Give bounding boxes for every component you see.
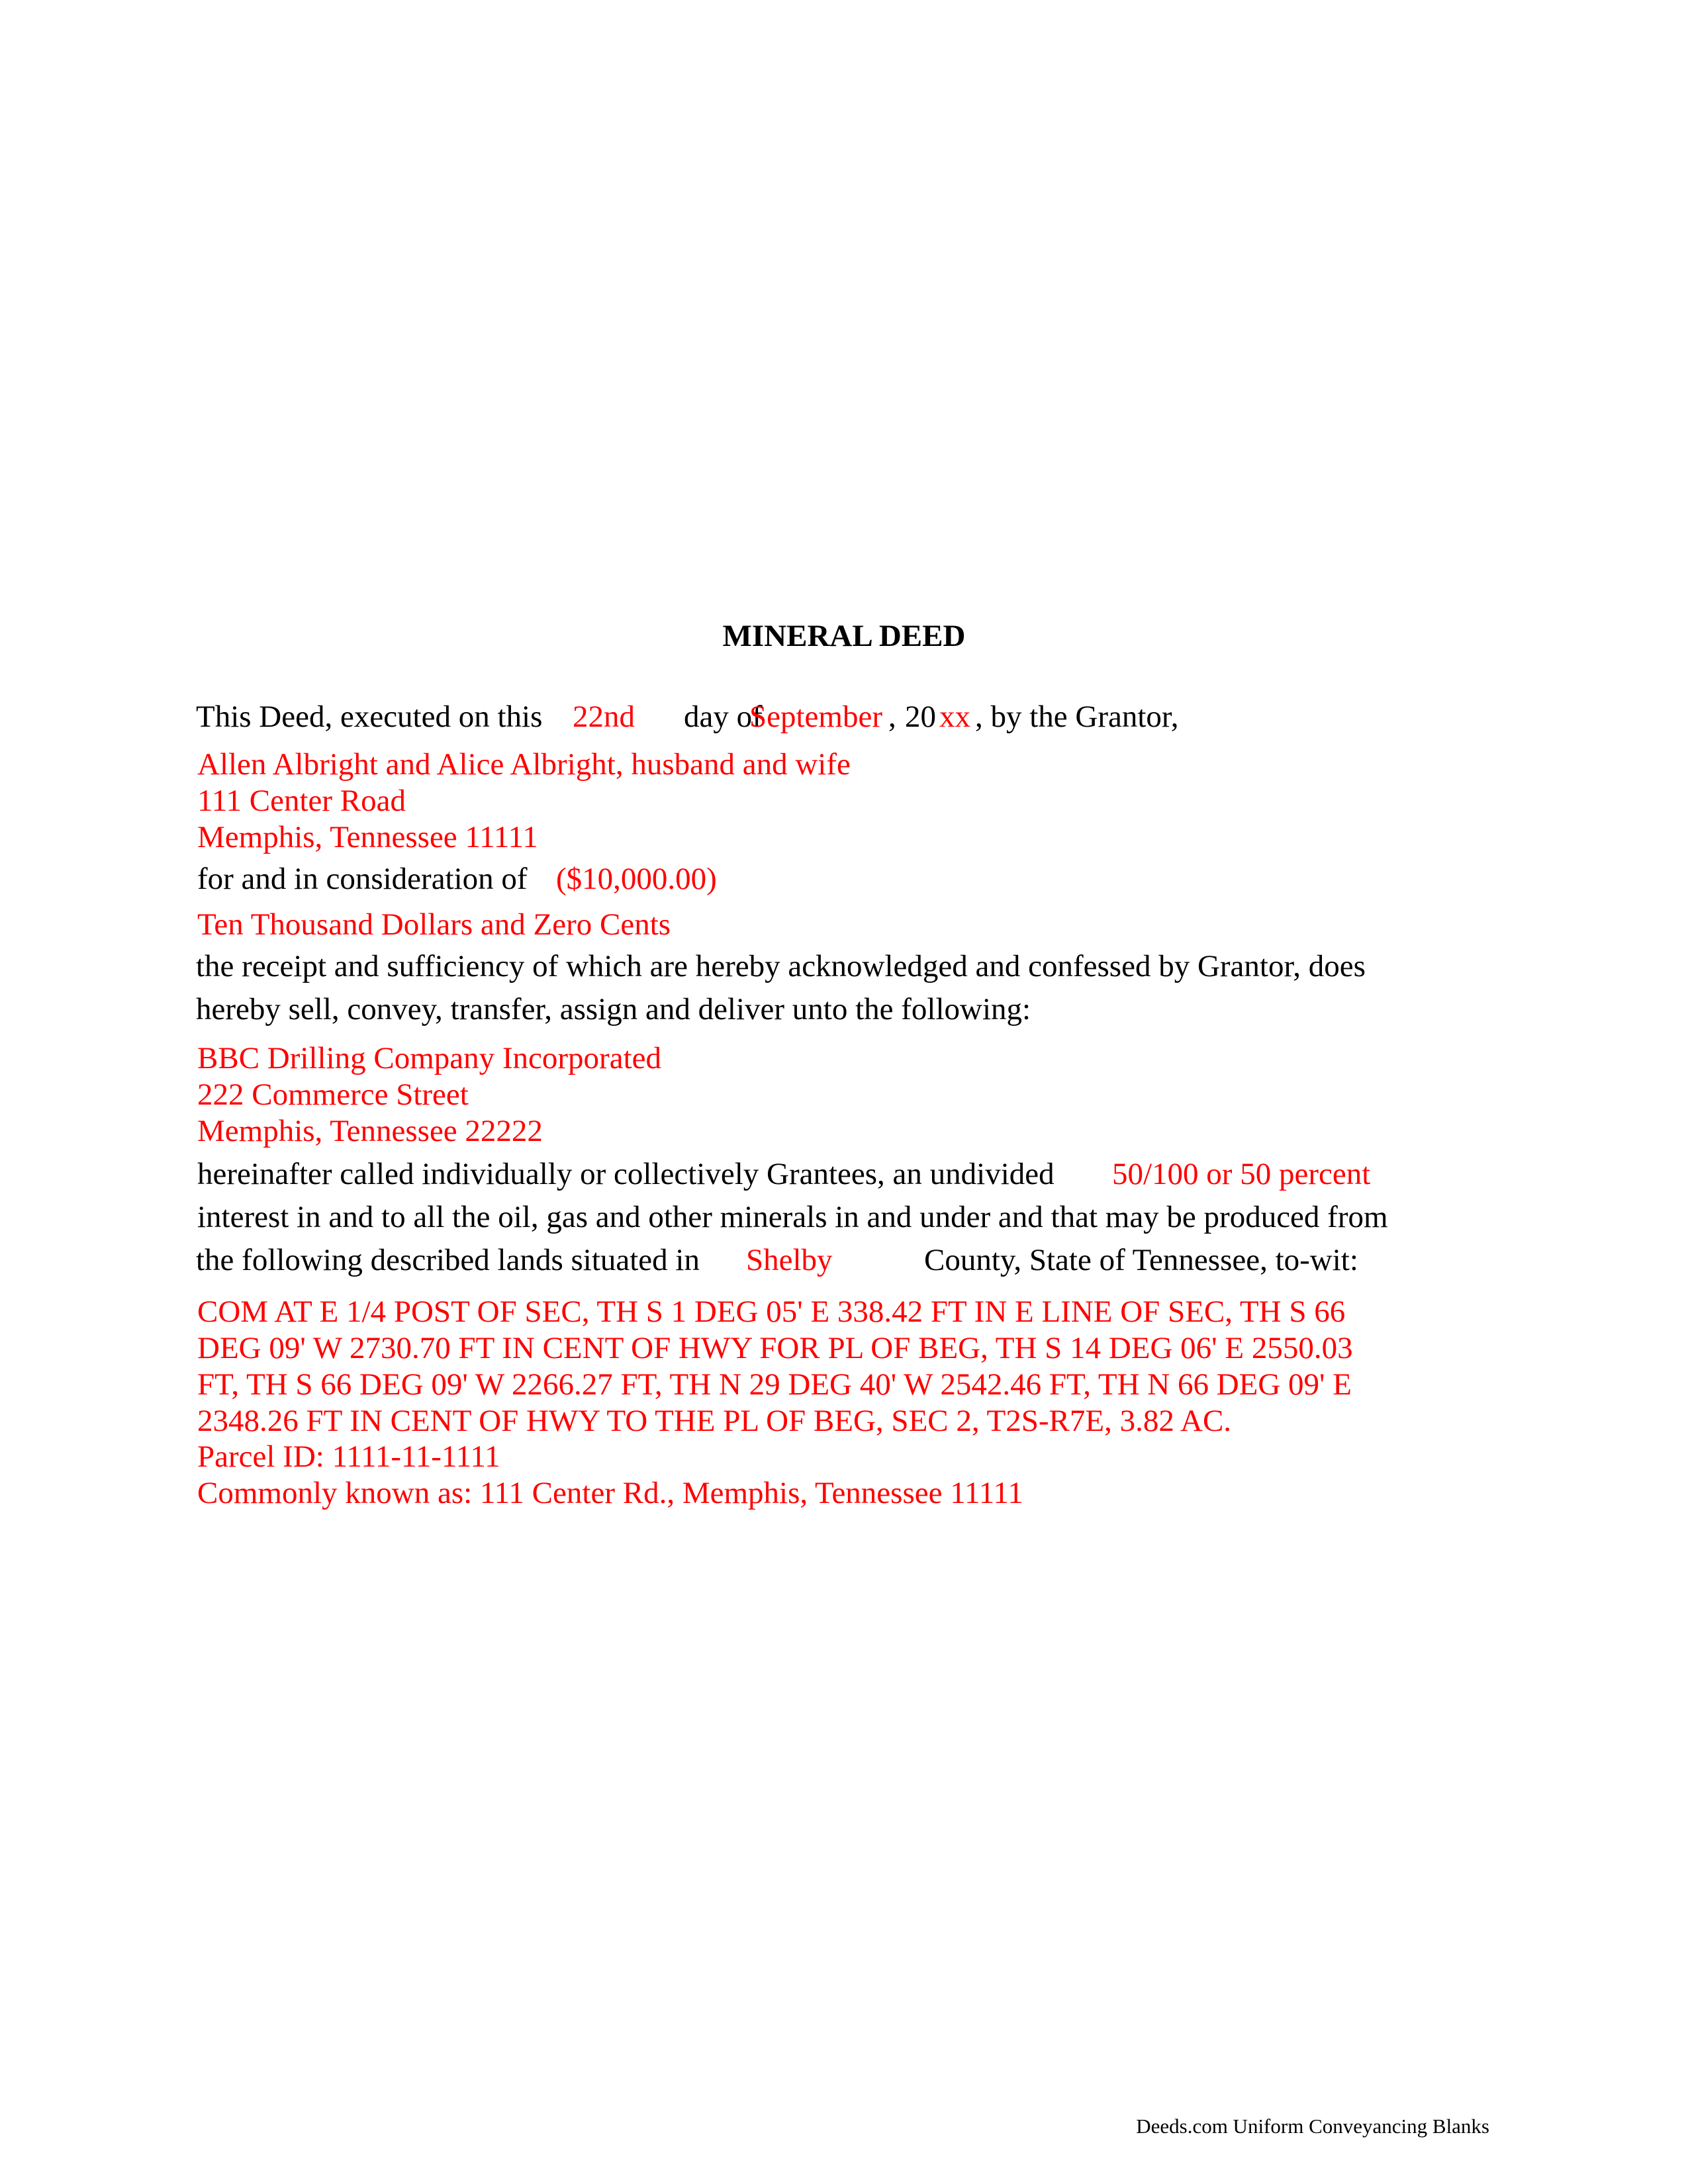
intro-day: 22nd — [573, 700, 635, 734]
intro-year-suffix: xx — [939, 700, 970, 734]
grantor-address-line1: 111 Center Road — [197, 784, 406, 818]
interest-line-2: interest in and to all the oil, gas and other minerals in and under and that may be produced from — [197, 1200, 1388, 1234]
grantor-name: Allen Albright and Alice Albright, husband and wife — [197, 747, 851, 782]
interest-county: Shelby — [746, 1243, 833, 1277]
legal-description-line: FT, TH S 66 DEG 09' W 2266.27 FT, TH N 29 DEG 40' W 2542.46 FT, TH N 66 DEG 09' E — [197, 1367, 1352, 1402]
grantee-address-line1: 222 Commerce Street — [197, 1077, 469, 1112]
receipt-line-2: hereby sell, convey, transfer, assign and deliver unto the following: — [196, 992, 1031, 1026]
document-title: MINERAL DEED — [722, 619, 966, 653]
grantor-address-line2: Memphis, Tennessee 11111 — [197, 820, 538, 854]
footer-credit: Deeds.com Uniform Conveyancing Blanks — [1136, 2115, 1489, 2138]
parcel-id: Parcel ID: 1111-11-1111 — [197, 1439, 500, 1474]
commonly-known-as: Commonly known as: 111 Center Rd., Memphis, Tennessee 11111 — [197, 1476, 1023, 1510]
legal-description-line: COM AT E 1/4 POST OF SEC, TH S 1 DEG 05' E 338.42 FT IN E LINE OF SEC, TH S 66 — [197, 1295, 1346, 1329]
receipt-line-1: the receipt and sufficiency of which are hereby acknowledged and confessed by Grantor, does — [196, 949, 1366, 983]
interest-line-3-prefix: the following described lands situated in — [196, 1243, 700, 1277]
consideration-prefix: for and in consideration of — [197, 862, 528, 896]
intro-year-prefix: 20 — [905, 700, 936, 734]
intro-month: September — [749, 700, 882, 734]
legal-description-line: 2348.26 FT IN CENT OF HWY TO THE PL OF BEG, SEC 2, T2S-R7E, 3.82 AC. — [197, 1404, 1232, 1438]
intro-day-of: day of — [684, 700, 763, 734]
intro-suffix: , by the Grantor, — [975, 700, 1179, 734]
grantee-address-line2: Memphis, Tennessee 22222 — [197, 1114, 543, 1148]
interest-prefix: hereinafter called individually or collectively Grantees, an undivided — [197, 1157, 1055, 1191]
legal-description-line: DEG 09' W 2730.70 FT IN CENT OF HWY FOR PL OF BEG, TH S 14 DEG 06' E 2550.03 — [197, 1331, 1353, 1365]
intro-comma: , — [888, 700, 896, 734]
grantee-name: BBC Drilling Company Incorporated — [197, 1041, 661, 1075]
interest-share: 50/100 or 50 percent — [1112, 1157, 1371, 1191]
consideration-amount-words: Ten Thousand Dollars and Zero Cents — [197, 907, 671, 942]
interest-line-3-suffix: County, State of Tennessee, to-wit: — [924, 1243, 1358, 1277]
intro-prefix: This Deed, executed on this — [196, 700, 543, 734]
consideration-amount: ($10,000.00) — [556, 862, 717, 896]
